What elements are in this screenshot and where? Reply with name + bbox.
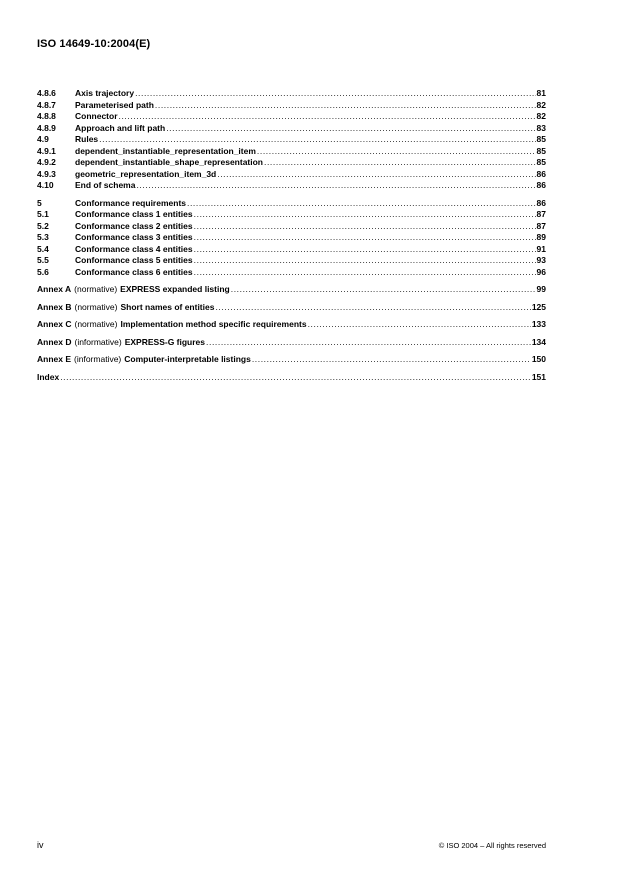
toc-title: Conformance class 5 entities — [75, 255, 193, 265]
toc-page: 89 — [536, 232, 546, 242]
annex-kind: (normative) — [74, 301, 118, 312]
toc-title: Approach and lift path — [75, 122, 166, 133]
toc-number: 4.10 — [37, 180, 54, 190]
toc-page: 93 — [536, 255, 546, 265]
toc-title: Conformance class 4 entities — [75, 243, 193, 254]
toc-page: 85 — [536, 134, 546, 144]
leader-dots — [264, 157, 536, 169]
toc-title: Index — [37, 371, 60, 382]
toc-title: Rules — [75, 134, 99, 144]
toc-page: 150 — [531, 354, 546, 364]
toc-entry-annex-a[interactable] — [37, 284, 546, 296]
leader-dots — [135, 88, 535, 100]
toc-number: 4.9 — [37, 134, 49, 144]
toc-page: 86 — [536, 168, 546, 179]
leader-dots — [166, 123, 535, 135]
toc-page: 87 — [536, 209, 546, 219]
toc-title: Conformance class 1 entities — [75, 209, 193, 219]
toc-entry-5-5[interactable] — [37, 255, 546, 267]
leader-dots — [194, 267, 536, 279]
toc-page: 96 — [536, 266, 546, 277]
toc-number: 4.9.3 — [37, 168, 56, 179]
toc-entry-5-6[interactable] — [37, 267, 546, 279]
leader-dots — [231, 284, 536, 296]
toc-number: 4.8.6 — [37, 88, 56, 98]
toc-page: 82 — [536, 111, 546, 121]
annex-label: Annex C — [37, 319, 72, 329]
leader-dots — [60, 372, 531, 384]
toc-page: 99 — [536, 284, 546, 294]
leader-dots — [155, 100, 536, 112]
leader-dots — [252, 354, 531, 366]
copyright-notice: © ISO 2004 – All rights reserved — [438, 841, 546, 850]
annex-label: Annex E — [37, 354, 72, 364]
toc-entry-5-1[interactable] — [37, 209, 546, 221]
toc-page: 125 — [531, 301, 546, 312]
leader-dots — [308, 319, 531, 331]
toc-entry-4-8-8[interactable] — [37, 111, 546, 123]
toc-title: Short names of entities — [120, 301, 215, 312]
annex-label: Annex A — [37, 284, 72, 294]
toc-entry-5-3[interactable] — [37, 232, 546, 244]
toc-number: 4.9.1 — [37, 145, 56, 156]
toc-title: Parameterised path — [75, 99, 154, 110]
toc-entry-4-9-2[interactable] — [37, 157, 546, 169]
toc-number: 5.5 — [37, 255, 49, 265]
toc-entry-index[interactable] — [37, 372, 546, 384]
toc-page: 134 — [531, 336, 546, 347]
leader-dots — [136, 180, 535, 192]
toc-page: 86 — [536, 180, 546, 190]
leader-dots — [257, 146, 536, 158]
leader-dots — [194, 221, 536, 233]
toc-title: Conformance requirements — [75, 197, 186, 208]
toc-title: geometric_representation_item_3d — [75, 168, 217, 179]
annex-kind: (normative) — [74, 319, 118, 329]
toc-page: 151 — [531, 371, 546, 382]
toc-title: EXPRESS expanded listing — [120, 284, 230, 294]
toc-entry-4-8-6[interactable] — [37, 88, 546, 100]
document-header: ISO 14649-10:2004(E) — [37, 38, 151, 50]
annex-label: Annex D — [37, 336, 72, 347]
page-number: iv — [37, 840, 44, 850]
toc-page: 82 — [536, 99, 546, 110]
toc-page: 86 — [536, 197, 546, 208]
leader-dots — [194, 232, 536, 244]
toc-title: dependent_instantiable_shape_representation — [75, 157, 263, 167]
toc-entry-annex-e[interactable] — [37, 354, 546, 366]
toc-title: EXPRESS-G figures — [124, 336, 206, 347]
toc-number: 4.8.8 — [37, 111, 56, 121]
toc-title: Implementation method specific requirements — [120, 319, 307, 329]
toc-entry-5[interactable] — [37, 198, 546, 210]
annex-kind: (informative) — [74, 354, 122, 364]
toc-page: 83 — [536, 122, 546, 133]
leader-dots — [187, 198, 536, 210]
toc-number: 5.4 — [37, 243, 49, 254]
annex-kind: (informative) — [74, 336, 122, 347]
toc-number: 5 — [37, 197, 42, 208]
annex-label: Annex B — [37, 301, 72, 312]
toc-title: End of schema — [75, 180, 136, 190]
toc-number: 5.3 — [37, 232, 49, 242]
leader-dots — [119, 111, 536, 123]
leader-dots — [194, 255, 536, 267]
toc-page: 85 — [536, 145, 546, 156]
toc-entry-annex-d[interactable] — [37, 337, 546, 349]
leader-dots — [206, 337, 531, 349]
toc-number: 5.1 — [37, 209, 49, 219]
leader-dots — [99, 134, 535, 146]
leader-dots — [217, 169, 535, 181]
toc-page: 81 — [536, 88, 546, 98]
toc-page: 85 — [536, 157, 546, 167]
toc-title: Conformance class 3 entities — [75, 232, 193, 242]
toc-page: 133 — [531, 319, 546, 329]
toc-entry-4-9-3[interactable] — [37, 169, 546, 181]
toc-title: Connector — [75, 111, 118, 121]
toc-number: 4.9.2 — [37, 157, 56, 167]
toc-number: 4.8.9 — [37, 122, 56, 133]
table-of-contents — [37, 88, 546, 383]
toc-entry-4-8-7[interactable] — [37, 100, 546, 112]
toc-title: dependent_instantiable_representation_item — [75, 145, 256, 156]
toc-entry-4-9[interactable] — [37, 134, 546, 146]
toc-entry-annex-c[interactable] — [37, 319, 546, 331]
toc-entry-annex-b[interactable] — [37, 302, 546, 314]
toc-title: Conformance class 2 entities — [75, 220, 193, 231]
annex-kind: (normative) — [74, 284, 118, 294]
toc-title: Computer-interpretable listings — [124, 354, 251, 364]
toc-number: 5.2 — [37, 220, 49, 231]
toc-title: Axis trajectory — [75, 88, 135, 98]
toc-page: 91 — [536, 243, 546, 254]
toc-page: 87 — [536, 220, 546, 231]
leader-dots — [194, 209, 536, 221]
leader-dots — [215, 302, 530, 314]
toc-entry-5-2[interactable] — [37, 221, 546, 233]
toc-entry-4-9-1[interactable] — [37, 146, 546, 158]
toc-number: 5.6 — [37, 266, 49, 277]
toc-title: Conformance class 6 entities — [75, 266, 193, 277]
toc-entry-4-8-9[interactable] — [37, 123, 546, 135]
leader-dots — [194, 244, 536, 256]
toc-entry-5-4[interactable] — [37, 244, 546, 256]
toc-entry-4-10[interactable] — [37, 180, 546, 192]
toc-number: 4.8.7 — [37, 99, 56, 110]
